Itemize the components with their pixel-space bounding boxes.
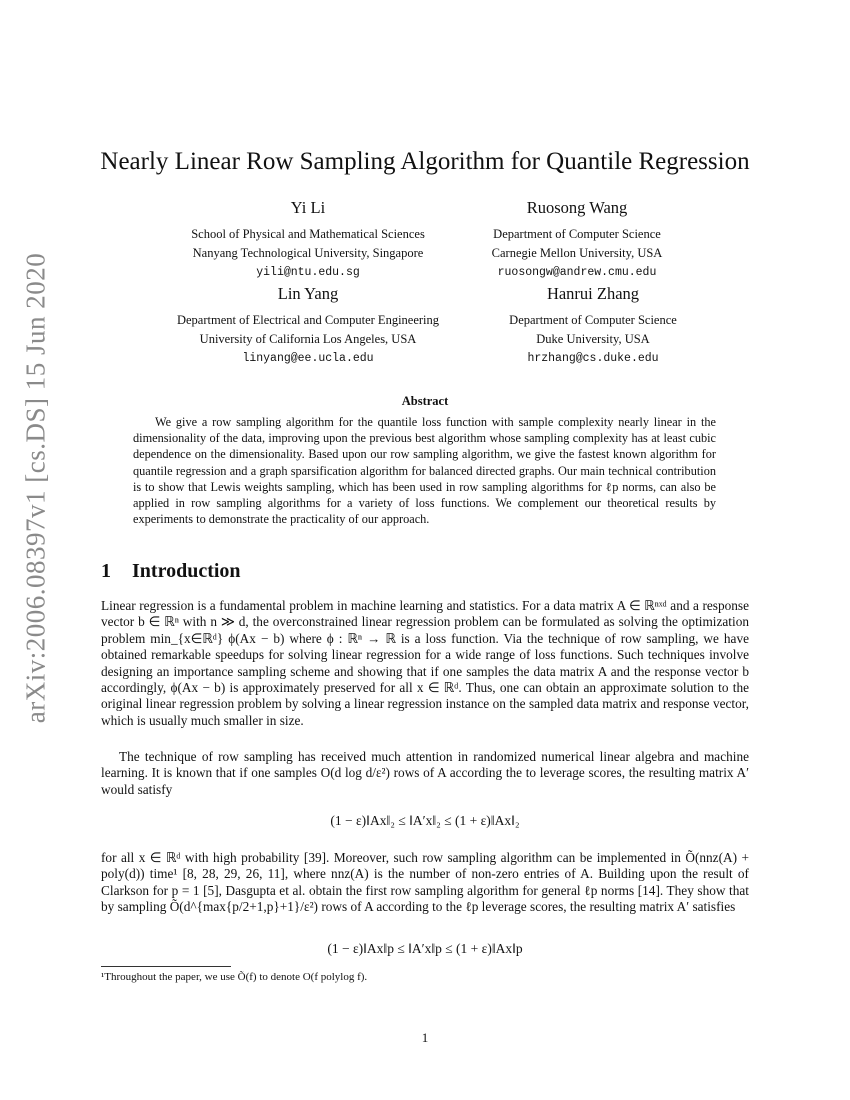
author-affiliation: Department of Electrical and Computer Engineering <box>176 313 440 327</box>
author-email[interactable]: yili@ntu.edu.sg <box>256 266 360 279</box>
author-affiliation: University of California Los Angeles, USA <box>199 332 417 346</box>
author-affiliation: Department of Computer Science <box>493 227 661 241</box>
section-title: Introduction <box>132 560 241 582</box>
author-affiliation: Carnegie Mellon University, USA <box>491 246 663 260</box>
footnote: ¹Throughout the paper, we use Õ(f) to denote O(f polylog f). <box>101 971 368 983</box>
author-name: Yi Li <box>290 198 326 217</box>
paragraph-3: for all x ∈ ℝᵈ with high probability [39]. Moreover, such row sampling algorithm can be implemented in Õ(nnz(A) + poly(d)) time¹ [8, 28, 29, 26, 11], where nnz(A) is the number of non-zero entries of A. Building upon the result of Clarkson for p = 1 [5], Dasgupta et al. obtain the first row sampling algorithm for general ℓp norms [14]. They show that by sampling Õ(d^{max{p/2+1,p}+1}/ε²) rows of A according to the ℓp leverage scores, the resulting matrix A′ satisfies <box>101 850 749 915</box>
author-block-3 <box>158 284 458 369</box>
footnote-divider <box>101 966 231 967</box>
section-number: 1 <box>101 560 111 582</box>
author-block-1 <box>158 198 458 283</box>
arxiv-identifier: arXiv:2006.08397v1 [cs.DS] 15 Jun 2020 <box>20 252 51 724</box>
paragraph-2: The technique of row sampling has received much attention in randomized numerical linear algebra and machine learning. It is known that if one samples O(d log d/ε²) rows of A according the to leverage scores, the resulting matrix A′ would satisfy <box>101 749 749 797</box>
author-email[interactable]: ruosongw@andrew.cmu.edu <box>497 266 657 279</box>
author-affiliation: School of Physical and Mathematical Sciences <box>191 227 425 241</box>
equation-2: (1 − ε)‖Ax‖p ≤ ‖A′x‖p ≤ (1 + ε)‖Ax‖p <box>327 941 523 956</box>
author-email[interactable]: linyang@ee.ucla.edu <box>242 352 374 365</box>
paragraph-1: Linear regression is a fundamental problem in machine learning and statistics. For a data matrix A ∈ ℝⁿˣᵈ and a response vector b ∈ ℝⁿ with n ≫ d, the overconstrained linear regression problem can be formulated as solving the optimization problem min_{x∈ℝᵈ} ϕ(Ax − b) where ϕ : ℝⁿ → ℝ is a loss function. Via the technique of row sampling, we have obtained remarkable speedups for solving linear regression for a wide range of loss functions. Such techniques involve designing an importance sampling scheme and showing that if one samples the data matrix A and the response vector b accordingly, ϕ(Ax − b) is approximately preserved for all x ∈ ℝᵈ. Thus, one can obtain an approximate solution to the original linear regression problem by solving a linear regression instance on the sampled data matrix and response vector, which is usually much smaller in size. <box>101 598 749 728</box>
author-name: Lin Yang <box>277 284 339 303</box>
author-affiliation: Department of Computer Science <box>509 313 677 327</box>
author-block-4 <box>443 284 743 369</box>
section-heading <box>101 560 241 583</box>
author-affiliation: Duke University, USA <box>536 332 650 346</box>
author-email[interactable]: hrzhang@cs.duke.edu <box>527 352 659 365</box>
abstract-text: We give a row sampling algorithm for the quantile loss function with sample complexity nearly linear in the dimensionality of the data, improving upon the previous best algorithm whose sampling complexity has at least cubic dependence on the dimensionality. Based upon our row sampling algorithm, we give the fastest known algorithm for quantile regression and a graph sparsification algorithm for balanced directed graphs. Our main technical contribution is to show that Lewis weights sampling, which has been used in row sampling algorithms for ℓp norms, can also be applied in row sampling algorithms for a variety of loss functions. We complement our theoretical results by experiments to demonstrate the practicality of our approach. <box>133 415 716 527</box>
paper-title: Nearly Linear Row Sampling Algorithm for Quantile Regression <box>100 148 750 175</box>
page-number: 1 <box>421 1030 429 1045</box>
author-block-2 <box>427 198 727 283</box>
equation-1: (1 − ε)‖Ax‖₂ ≤ ‖A′x‖₂ ≤ (1 + ε)‖Ax‖₂ <box>330 813 520 828</box>
author-name: Ruosong Wang <box>526 198 628 217</box>
abstract-heading: Abstract <box>401 394 449 408</box>
author-affiliation: Nanyang Technological University, Singapore <box>192 246 424 260</box>
author-name: Hanrui Zhang <box>546 284 640 303</box>
